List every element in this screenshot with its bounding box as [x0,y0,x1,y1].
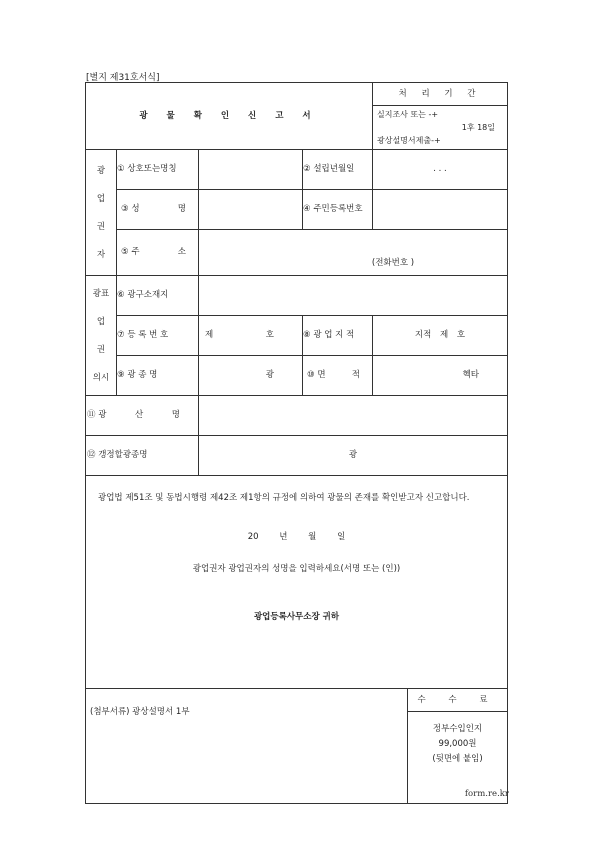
label-area: ⑩ 면 적 [303,356,373,396]
processing-line-2: 1후 18일 [461,123,496,132]
form-number-label: [별지 제31호서식] [86,73,160,83]
label-name: ③ 성 명 [117,190,199,230]
changed-mineral-field[interactable]: 광 [199,436,508,476]
area-field[interactable]: 헥타 [373,356,508,396]
addressee: 광업등록사무소장 귀하 [253,612,340,622]
mine-location-field[interactable] [199,276,508,316]
label-changed-mineral: ⑫ 갱정할광종명 [86,436,199,476]
label-established-date: ② 설립년월일 [303,150,373,190]
section-mining-owner: 광 업 권 자 [86,150,117,276]
label-mine-location: ⑥ 광구소재지 [117,276,199,316]
company-name-field[interactable] [199,150,303,190]
attachment-text: (첨부서류) 광상설명서 1부 [90,707,190,717]
form-title: 광 물 확 인 신 고 서 [86,83,373,150]
processing-line-1: 실지조사 또는 -+ [377,110,439,119]
fee-box [408,689,508,804]
mineral-type-field[interactable]: 광 [199,356,303,396]
label-resident-number: ④ 주민등록번호 [303,190,373,230]
name-field[interactable] [199,190,303,230]
label-mineral-type: ⑨ 광 종 명 [117,356,199,396]
declaration-date[interactable]: 20 년 월 일 [247,532,346,542]
declaration-section [86,476,508,689]
label-mine-name: ⑪ 광 산 명 [86,396,199,436]
fee-line-3: (뒷면에 붙임) [432,754,483,764]
label-company-name: ① 상호또는명칭 [117,150,199,190]
phone-number-label: (전화번호 ) [371,258,415,269]
established-date-field[interactable]: . . . [373,150,508,190]
fee-line-2: 99,000원 [438,739,477,749]
label-mining-cadastre: ⑧ 광 업 지 적 [303,316,373,356]
address-field[interactable] [199,230,508,276]
attachment-section [86,689,408,804]
processing-period-box [373,83,508,150]
fee-header: 수 수 료 [408,689,507,712]
processing-line-3: 광상설명서제출-+ [377,136,441,145]
section-mining-rights: 광표 업 권 의시 [86,276,117,396]
registration-number-field[interactable]: 제 호 [199,316,303,356]
label-address: ⑤ 주 소 [117,230,199,276]
label-registration-number: ⑦ 등 록 번 호 [117,316,199,356]
footer-source: form.re.kr [464,789,509,799]
declaration-text: 광업법 제51조 및 동법시행령 제42조 제1항의 규정에 의하여 광물의 존재를 확인받고자 신고합니다. [98,493,470,503]
mine-name-field[interactable] [199,396,508,436]
signature-line[interactable]: 광업권자 광업권자의 성명을 입력하세요(서명 또는 (인)) [192,564,401,574]
resident-number-field[interactable] [373,190,508,230]
mining-cadastre-field[interactable]: 지적 제 호 [373,316,508,356]
report-form [85,82,508,804]
fee-line-1: 정부수입인지 [432,724,483,734]
processing-period-header: 처 리 기 간 [373,83,507,106]
